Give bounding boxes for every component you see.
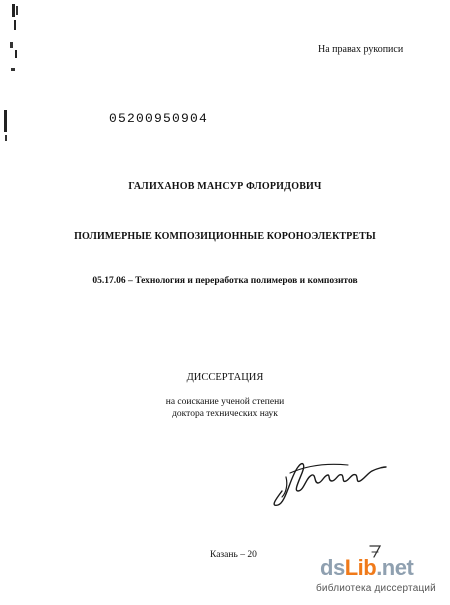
rights-note: На правах рукописи	[318, 44, 404, 55]
watermark-caption: библиотека диссертаций	[316, 583, 436, 594]
dissertation-title: ПОЛИМЕРНЫЕ КОМПОЗИЦИОННЫЕ КОРОНОЭЛЕКТРЕТЫ	[74, 231, 376, 242]
dslib-logo	[320, 557, 413, 579]
specialty-code: 05.17.06 – Технология и переработка полимеров и композитов	[92, 276, 358, 286]
place-and-year: Казань – 20	[210, 550, 257, 560]
author-name: ГАЛИХАНОВ МАНСУР ФЛОРИДОВИЧ	[128, 181, 322, 192]
degree-line-1: на соискание ученой степени	[165, 397, 285, 407]
scan-edge-artifacts	[0, 0, 26, 605]
dslib-watermark	[316, 556, 448, 602]
registration-number: 05200950904	[109, 111, 209, 126]
logo-part-net: .net	[376, 555, 414, 580]
degree-line-2: доктора технических наук	[172, 409, 278, 419]
handwritten-signature	[268, 447, 388, 509]
logo-part-lib: Lib	[344, 555, 377, 580]
logo-part-ds: ds	[320, 555, 345, 580]
document-type: ДИССЕРТАЦИЯ	[186, 372, 264, 383]
